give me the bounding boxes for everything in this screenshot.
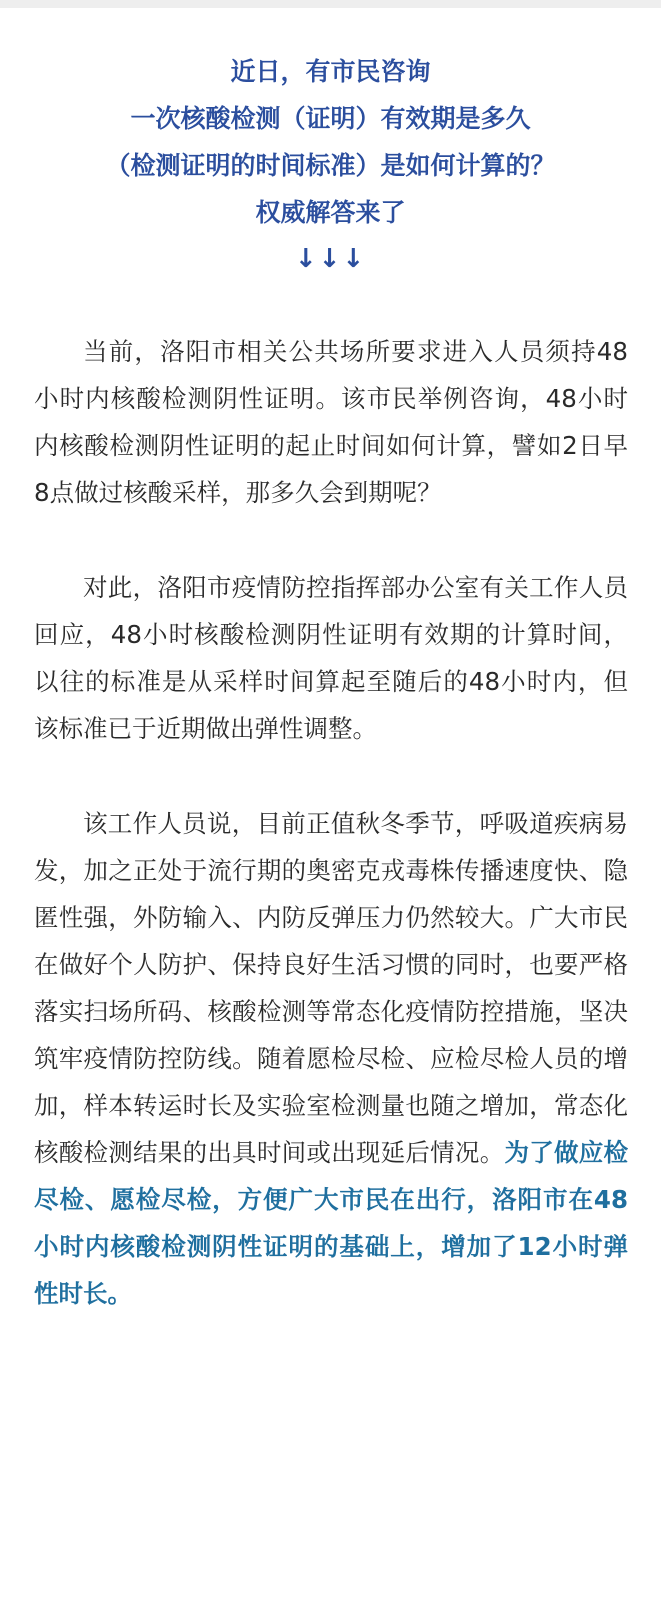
paragraph-1: 当前，洛阳市相关公共场所要求进入人员须持48小时内核酸检测阴性证明。该市民举例咨询，48小时内核酸检测阴性证明的起止时间如何计算，譬如2日早8点做过核酸采样，那多久会到期呢？: [34, 337, 628, 507]
paragraph-2: 对此，洛阳市疫情防控指挥部办公室有关工作人员回应，48小时核酸检测阴性证明有效期的计算时间，以往的标准是从采样时间算起至随后的48小时内，但该标准已于近期做出弹性调整。: [34, 573, 628, 743]
article-body: [34, 328, 628, 1365]
intro-line-4: 权威解答来了: [255, 198, 406, 227]
intro-line-3: （检测证明的时间标准）是如何计算的？: [105, 151, 556, 180]
intro-line-2: 一次核酸检测（证明）有效期是多久: [130, 104, 531, 133]
paragraph-3-text: 该工作人员说，目前正值秋冬季节，呼吸道疾病易发，加之正处于流行期的奥密克戎毒株传播速度快、隐匿性强，外防输入、内防反弹压力仍然较大。广大市民在做好个人防护、保持良好生活习惯的同时，也要严格落实扫场所码、核酸检测等常态化疫情防控措施，坚决筑牢疫情防控防线。随着愿检尽检、应检尽检人员的增加，样本转运时长及实验室检测量也随之增加，常态化核酸检测结果的出具时间或出现延后情况。: [34, 809, 628, 1167]
paragraph-3-highlight: 为了做应检尽检、愿检尽检，方便广大市民在出行，洛阳市在48小时内核酸检测阴性证明的基础上，增加了12小时弹性时长。: [34, 1138, 629, 1308]
intro-line-1: 近日，有市民咨询: [230, 57, 431, 86]
paragraph-3: [34, 800, 628, 1317]
intro-heading: [0, 48, 661, 283]
top-divider: [0, 0, 661, 8]
down-arrows-icon: ↓↓↓: [294, 244, 367, 274]
